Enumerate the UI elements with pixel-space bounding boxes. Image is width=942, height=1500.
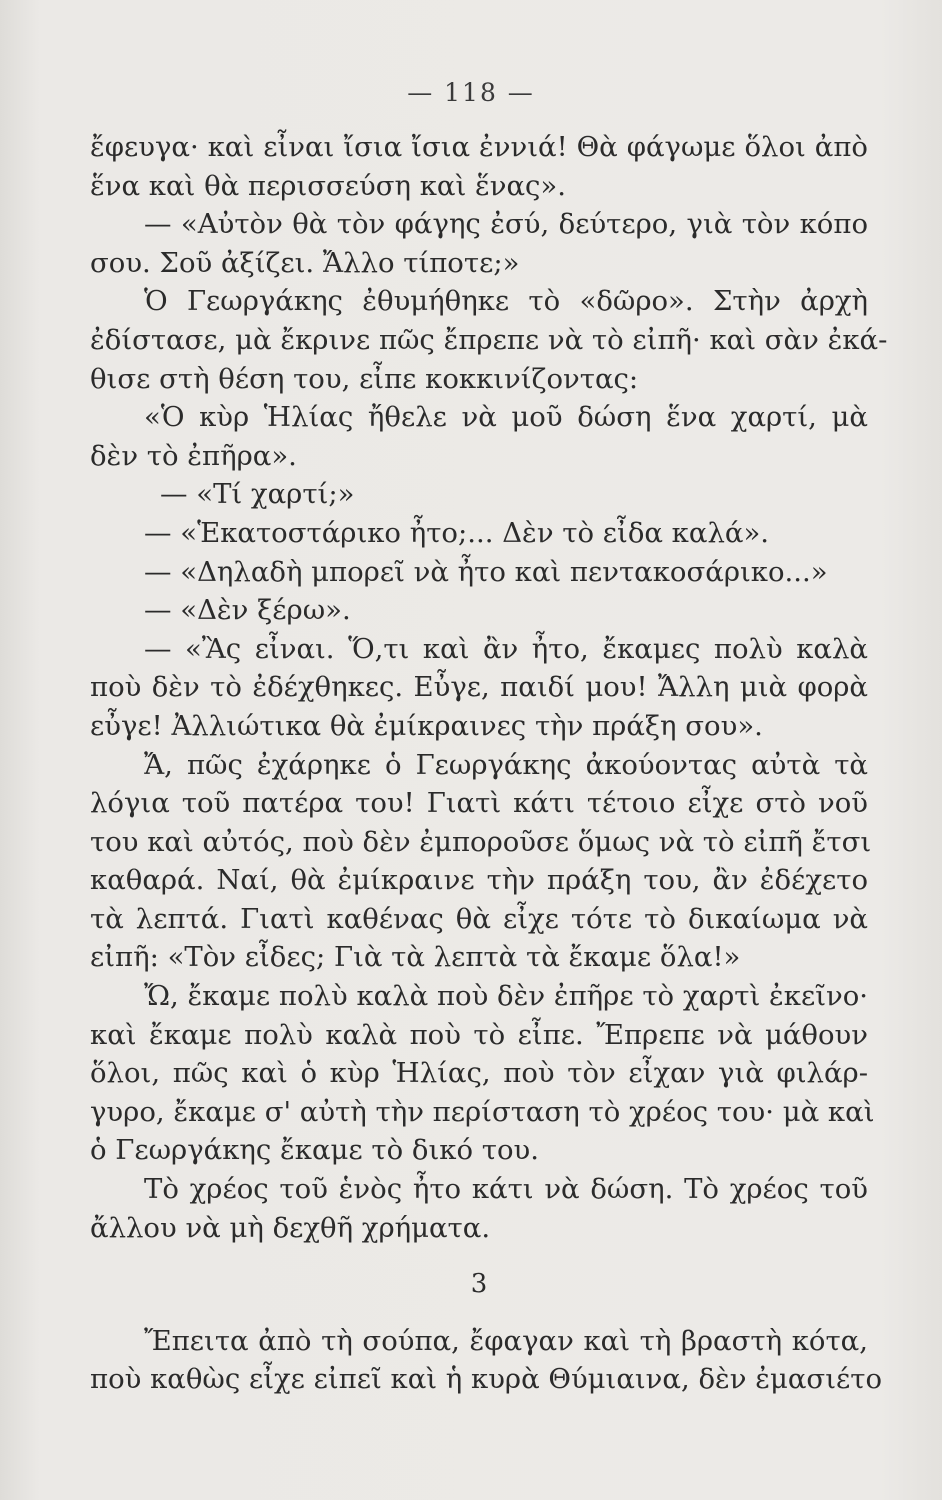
text-line-21: τὰ λεπτά. Γιατὶ καθένας θὰ εἶχε τότε τὸ δικαίωμα νὰ <box>90 902 868 935</box>
text-line-4: σου. Σοῦ ἀξίζει. Ἄλλο τίποτε;» <box>90 246 520 279</box>
text-line-11: — «Ἑκατοστάρικο ἦτο;... Δὲν τὸ εἶδα καλά». <box>144 516 770 549</box>
text-line-19: του καὶ αὐτός, ποὺ δὲν ἐμποροῦσε ὅμως νὰ τὸ εἰπῆ ἔτσι <box>90 825 872 858</box>
text-line-31: ποὺ καθὼς εἶχε εἰπεῖ καὶ ἡ κυρὰ Θύμιαινα, δὲν ἐμασιέτο <box>90 1363 882 1396</box>
text-line-16: εὖγε! Ἀλλιώτικα θὰ ἐμίκραινες τὴν πράξη σου». <box>90 709 763 742</box>
text-line-20: καθαρά. Ναί, θὰ ἐμίκραινε τὴν πράξη του, ἂν ἐδέχετο <box>90 864 868 897</box>
text-line-12: — «Δηλαδὴ μπορεῖ νὰ ἦτο καὶ πεντακοσάρικο...» <box>144 555 828 588</box>
text-line-3: — «Αὐτὸν θὰ τὸν φάγης ἐσύ, δεύτερο, γιὰ τὸν κόπο <box>144 208 868 241</box>
text-line-22: εἰπῆ: «Τὸν εἶδες; Γιὰ τὰ λεπτὰ τὰ ἔκαμε ὅλα!» <box>90 941 741 974</box>
text-line-6: ἐδίστασε, μὰ ἔκρινε πῶς ἔπρεπε νὰ τὸ εἰπῆ· καὶ σὰν ἐκά- <box>90 323 888 356</box>
text-line-27: ὁ Γεωργάκης ἔκαμε τὸ δικό του. <box>90 1134 539 1167</box>
page-number: — 118 — <box>407 78 535 107</box>
text-line-10: — «Τί χαρτί;» <box>160 478 355 511</box>
text-line-29: ἄλλου νὰ μὴ δεχθῆ χρήματα. <box>90 1211 491 1244</box>
text-line-5: Ὁ Γεωργάκης ἐθυμήθηκε τὸ «δῶρο». Στὴν ἀρχὴ <box>144 285 868 318</box>
text-line-23: Ὤ, ἔκαμε πολὺ καλὰ ποὺ δὲν ἐπῆρε τὸ χαρτὶ ἐκεῖνο· <box>144 980 868 1013</box>
text-line-2: ἕνα καὶ θὰ περισσεύση καὶ ἕνας». <box>90 169 566 202</box>
text-line-7: θισε στὴ θέση του, εἶπε κοκκινίζοντας: <box>90 362 639 395</box>
text-line-17: Ἄ, πῶς ἐχάρηκε ὁ Γεωργάκης ἀκούοντας αὐτὰ τὰ <box>144 748 868 781</box>
text-line-9: δὲν τὸ ἐπῆρα». <box>90 439 297 472</box>
section-number: 3 <box>470 1269 488 1300</box>
text-line-30: Ἔπειτα ἀπὸ τὴ σούπα, ἔφαγαν καὶ τὴ βραστὴ κότα, <box>144 1324 868 1357</box>
text-line-13: — «Δὲν ξέρω». <box>144 594 351 627</box>
text-line-25: ὅλοι, πῶς καὶ ὁ κὺρ Ἡλίας, ποὺ τὸν εἶχαν γιὰ φιλάρ- <box>90 1057 868 1090</box>
text-line-24: καὶ ἔκαμε πολὺ καλὰ ποὺ τὸ εἶπε. Ἔπρεπε νὰ μάθουν <box>90 1018 868 1051</box>
text-line-15: ποὺ δὲν τὸ ἐδέχθηκες. Εὖγε, παιδί μου! Ἄλλη μιὰ φορὰ <box>90 671 868 704</box>
text-line-26: γυρο, ἔκαμε σ' αὐτὴ τὴν περίσταση τὸ χρέος του· μὰ καὶ <box>90 1095 875 1128</box>
text-line-28: Τὸ χρέος τοῦ ἑνὸς ἦτο κάτι νὰ δώση. Τὸ χρέος τοῦ <box>144 1173 868 1206</box>
page-text <box>90 128 888 1399</box>
text-line-8: «Ὁ κὺρ Ἡλίας ἤθελε νὰ μοῦ δώση ἕνα χαρτί, μὰ <box>144 401 868 434</box>
text-line-1: ἔφευγα· καὶ εἶναι ἴσια ἴσια ἐννιά! Θὰ φάγωμε ὅλοι ἀπὸ <box>90 131 868 163</box>
text-line-18: λόγια τοῦ πατέρα του! Γιατὶ κάτι τέτοιο εἶχε στὸ νοῦ <box>90 787 868 820</box>
text-line-14: — «Ἂς εἶναι. Ὅ,τι καὶ ἂν ἦτο, ἔκαμες πολὺ καλὰ <box>144 632 868 665</box>
